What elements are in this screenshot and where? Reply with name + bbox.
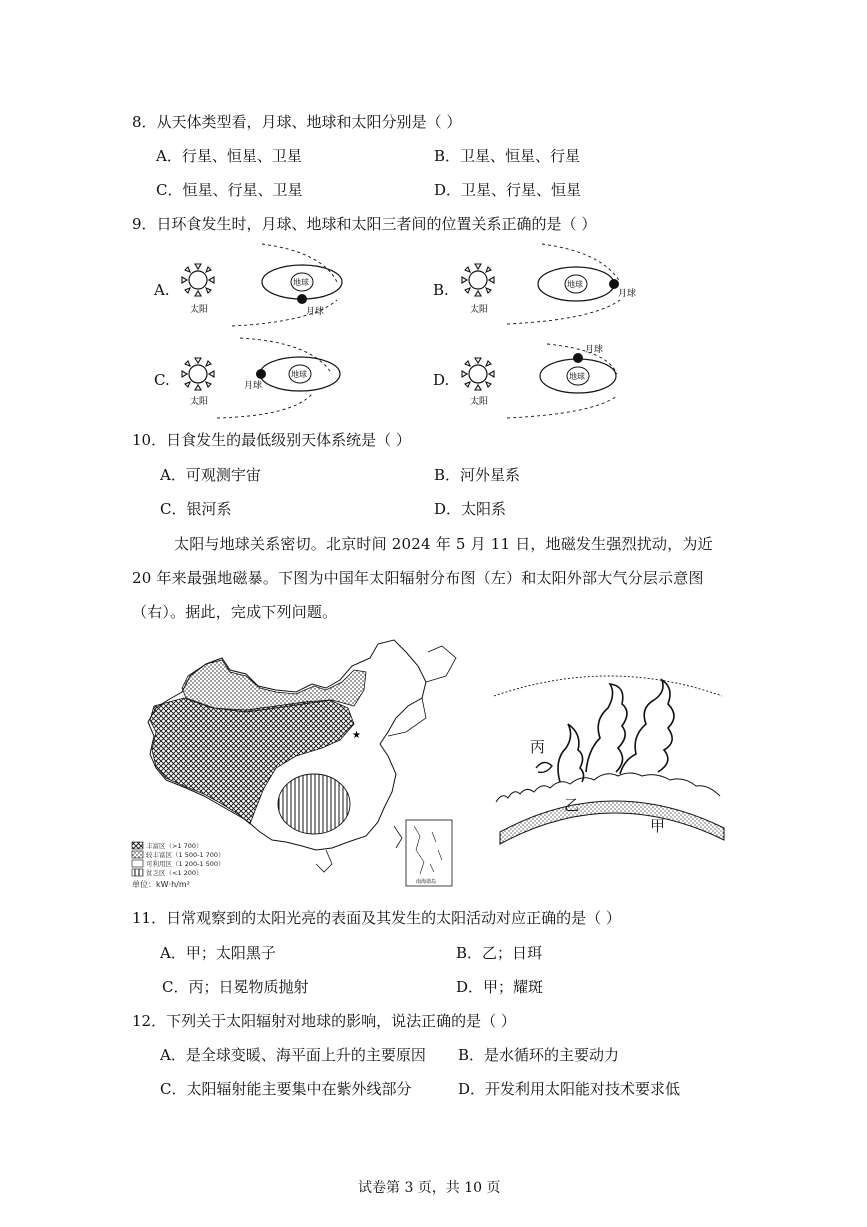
q9-diagram-a [172,242,372,330]
earth-label: 地球 [569,372,585,381]
sun-icon [462,264,494,296]
q9-option-b: B. [433,281,449,299]
legend-label-rich: 丰富区（>1 700） [146,842,203,850]
q10-option-b: B．河外星系 [434,466,521,484]
q9-option-a: A. [154,281,170,299]
q10-stem: 10．日食发生的最低级别天体系统是（ ） [132,431,411,449]
sun-label: 太阳 [470,397,489,407]
moon-label: 月球 [585,345,604,355]
q8-option-d: D．卫星、行星、恒星 [434,181,582,199]
q9-diagram-c [172,334,372,422]
legend-swatch-poor [132,869,143,876]
legend-swatch-rich [132,842,143,849]
earth-label: 地球 [291,370,307,379]
q11-stem: 11．日常观察到的太阳光亮的表面及其发生的太阳活动对应正确的是（ ） [132,909,621,927]
legend-label-poor: 贫乏区（<1 200） [146,869,203,877]
q10-option-d: D．太阳系 [434,500,507,518]
layer-label-jia: 甲 [650,817,666,835]
south-china-sea-inset [406,820,452,886]
earth-label: 地球 [293,278,309,287]
q11-option-d: D．甲；耀斑 [456,978,544,996]
earth-label: 地球 [567,280,583,289]
inset-label: 南海诸岛 [416,879,437,885]
sun-icon [182,264,214,296]
q11-option-b: B．乙；日珥 [456,944,543,962]
layer-label-bing: 丙 [530,738,546,756]
sun-icon [462,358,494,390]
page-footer: 试卷第 3 页，共 10 页 [358,1180,501,1196]
layer-label-yi: 乙 [564,796,580,814]
q10-option-a: A．可观测宇宙 [160,466,261,484]
moon-label: 月球 [306,307,325,317]
q9-option-d: D. [433,371,450,389]
q8-option-b: B．卫星、恒星、行星 [434,147,581,165]
q12-stem: 12．下列关于太阳辐射对地球的影响，说法正确的是（ ） [132,1012,516,1030]
sun-label: 太阳 [190,305,209,315]
sun-icon [182,358,214,390]
q12-option-d: D．开发利用太阳能对技术要求低 [458,1080,681,1098]
q10-option-c: C．银河系 [160,500,232,518]
q9-diagram-d [452,334,662,422]
sun-label: 太阳 [190,397,209,407]
moon-icon [573,353,583,363]
q11-option-a: A．甲；太阳黑子 [160,944,276,962]
q8-option-c: C．恒星、行星、卫星 [156,181,303,199]
q12-option-b: B．是水循环的主要动力 [458,1046,620,1064]
moon-icon [256,369,266,379]
legend-swatch-fairly-rich [132,851,143,858]
q9-stem: 9．日环食发生时，月球、地球和太阳三者间的位置关系正确的是（ ） [132,215,597,233]
sun-label: 太阳 [470,305,489,315]
capital-star-icon: ★ [352,730,361,741]
solar-atmosphere-diagram [490,664,730,854]
legend-label-usable: 可利用区（1 200-1 500） [146,860,225,868]
q9-diagram-b [452,238,662,326]
legend-swatch-usable [132,860,143,867]
q12-option-c: C．太阳辐射能主要集中在紫外线部分 [160,1080,412,1098]
q12-option-a: A．是全球变暖、海平面上升的主要原因 [160,1046,426,1064]
q11-option-c: C．丙；日冕物质抛射 [162,978,309,996]
moon-icon [609,279,619,289]
moon-icon [297,294,307,304]
legend-label-fairly-rich: 较丰富区（1 500-1 700） [146,851,225,859]
map-unit: 单位：kW·h/m² [132,880,190,889]
q8-option-a: A．行星、恒星、卫星 [156,147,302,165]
q8-stem: 8．从天体类型看，月球、地球和太阳分别是（ ） [132,113,462,131]
intro-paragraph: 太阳与地球关系密切。北京时间 2024 年 5 月 11 日，地磁发生强烈扰动，为近 20 年来最强地磁暴。下图为中国年太阳辐射分布图（左）和太阳外部大气分层示意图（右）。据此，完成下列问题。 [132,535,713,621]
moon-label: 月球 [618,289,637,299]
moon-label: 月球 [244,381,263,391]
q9-option-c: C. [154,371,170,389]
